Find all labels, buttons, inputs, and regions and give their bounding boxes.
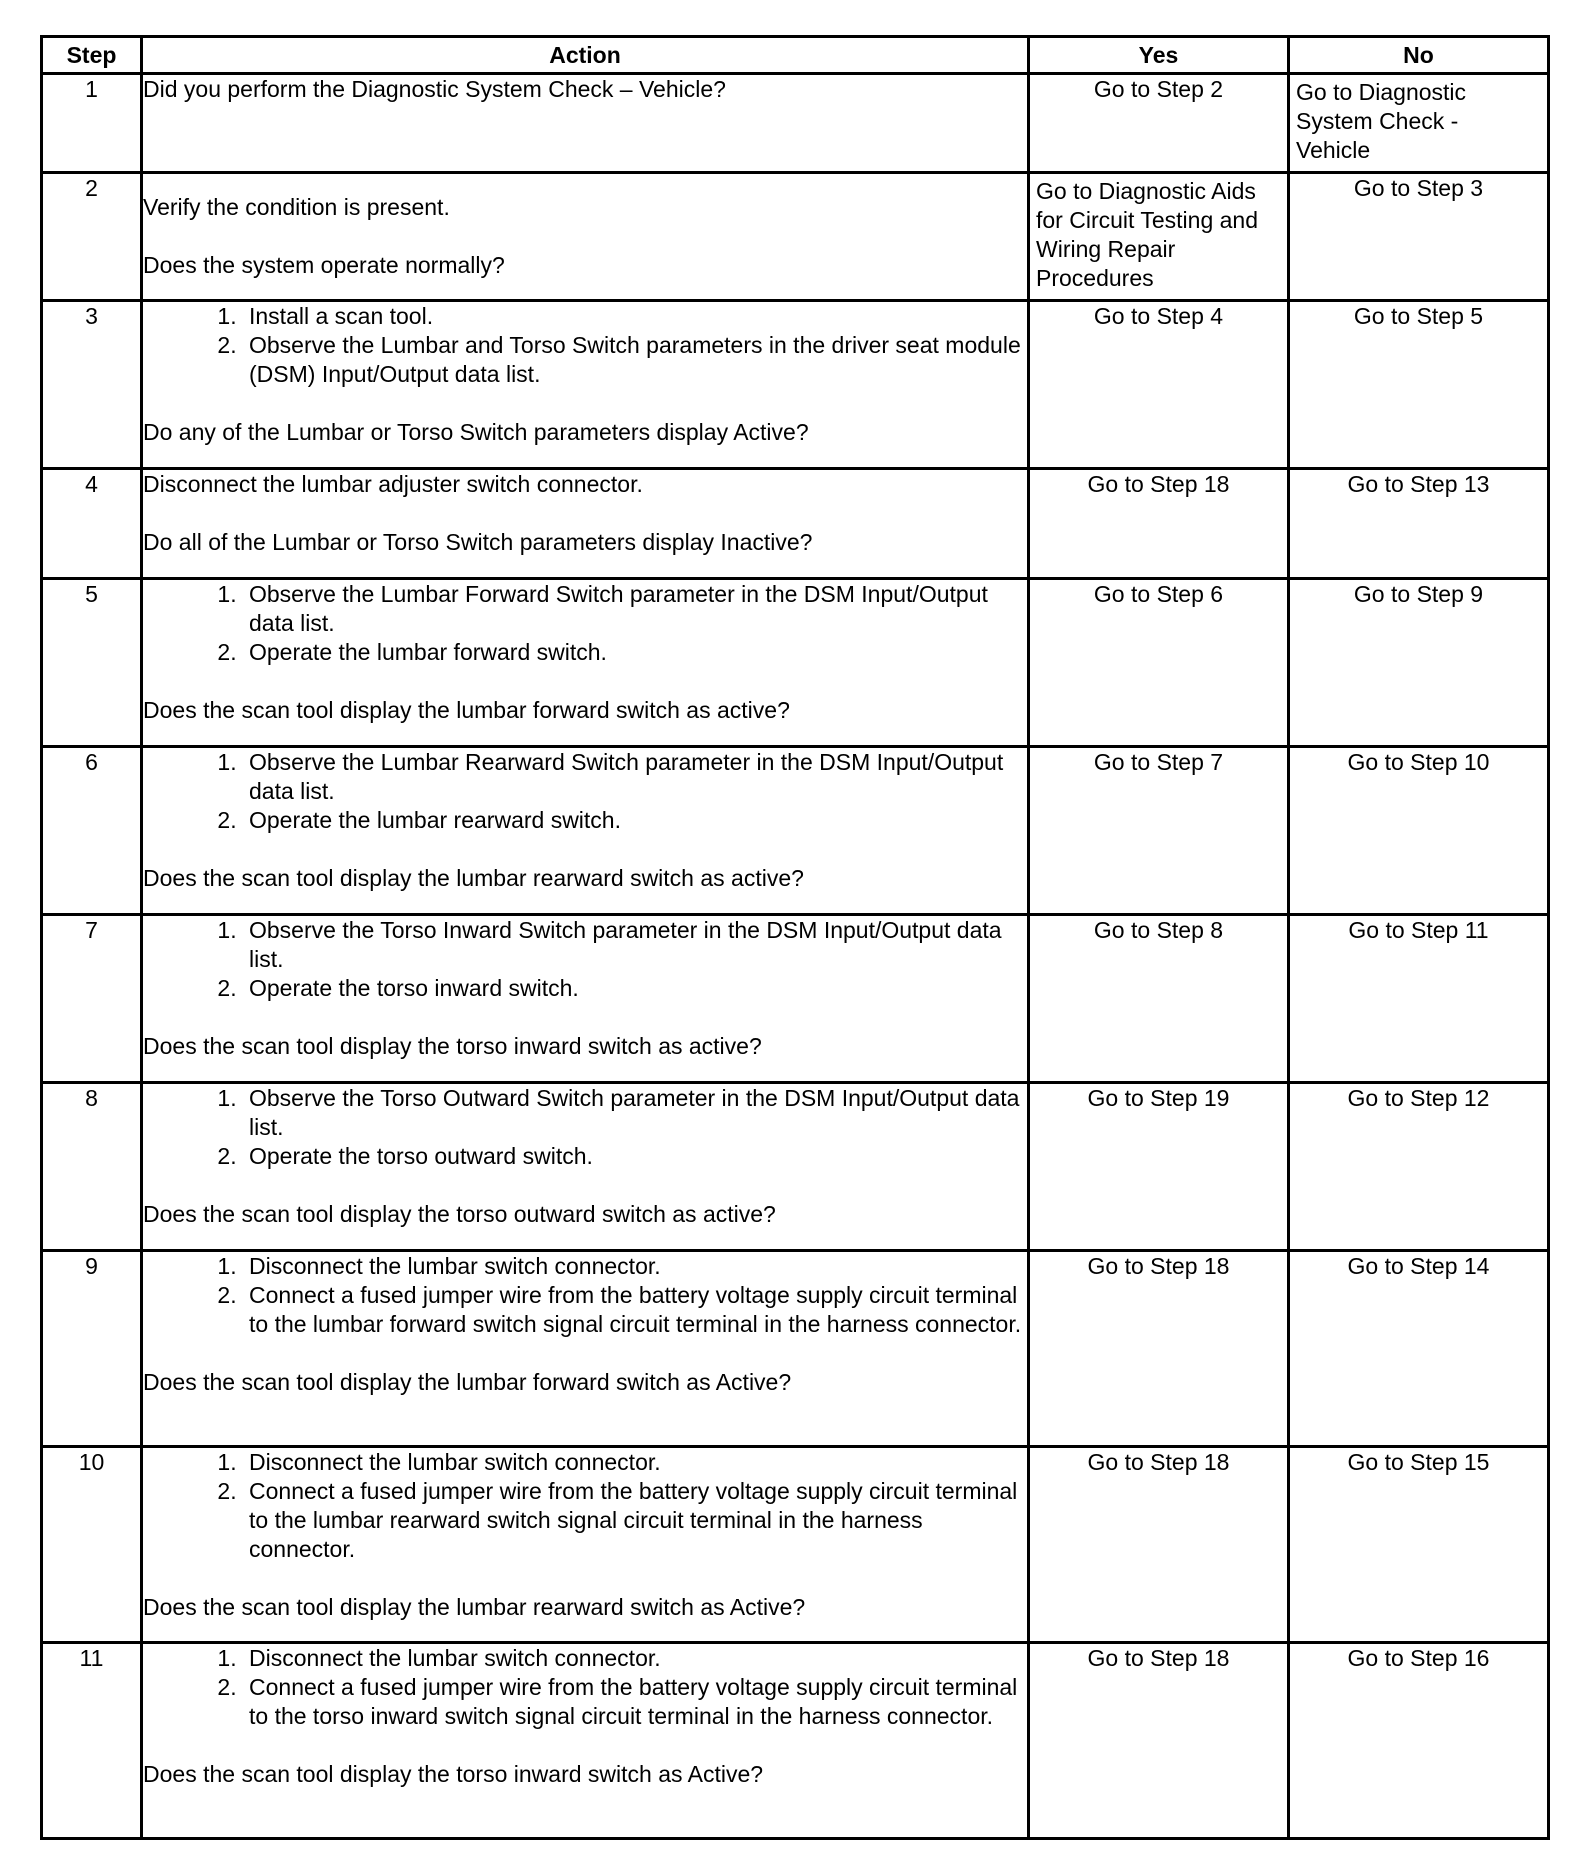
table-row (42, 1447, 1549, 1643)
yes-line: Procedures (1036, 265, 1154, 291)
action-step-item: 2. Operate the torso inward switch. (243, 974, 1027, 1003)
action-question: Does the scan tool display the lumbar rearward switch as active? (143, 865, 804, 891)
yes-cell: Go to Step 4 (1029, 301, 1289, 469)
action-step-item: 1. Observe the Torso Outward Switch parameter in the DSM Input/Output data list. (243, 1084, 1027, 1142)
no-line: Go to Diagnostic (1296, 79, 1467, 105)
step-number: 4 (42, 469, 142, 579)
action-cell (142, 1643, 1029, 1839)
action-cell (142, 747, 1029, 915)
action-question: Does the scan tool display the lumbar forward switch as Active? (143, 1369, 792, 1395)
action-question: Does the scan tool display the torso inward switch as Active? (143, 1761, 764, 1787)
action-cell (142, 1447, 1029, 1643)
yes-cell (1029, 173, 1289, 301)
yes-line: Go to Diagnostic Aids (1036, 178, 1256, 204)
table-row (42, 579, 1549, 747)
action-question: Do all of the Lumbar or Torso Switch parameters display Inactive? (143, 529, 813, 555)
step-number: 5 (42, 579, 142, 747)
action-text: Did you perform the Diagnostic System Check – Vehicle? (143, 76, 726, 102)
action-step-item: 1. Observe the Torso Inward Switch parameter in the DSM Input/Output data list. (243, 916, 1027, 974)
action-question: Does the system operate normally? (143, 252, 505, 278)
action-step-item: 1. Install a scan tool. (243, 302, 1027, 331)
action-cell (142, 579, 1029, 747)
action-step-item: 1. Disconnect the lumbar switch connector. (243, 1644, 1027, 1673)
table-row (42, 747, 1549, 915)
header-row (42, 37, 1549, 74)
action-step-item: 2. Connect a fused jumper wire from the battery voltage supply circuit terminal to the lumbar forward switch signal circuit terminal in the harness connector. (243, 1281, 1027, 1339)
yes-line: Wiring Repair (1036, 236, 1176, 262)
action-cell (142, 74, 1029, 173)
action-cell (142, 1083, 1029, 1251)
action-question: Do any of the Lumbar or Torso Switch parameters display Active? (143, 419, 809, 445)
no-cell: Go to Step 16 (1289, 1643, 1549, 1839)
table-row (42, 74, 1549, 173)
step-number: 7 (42, 915, 142, 1083)
action-cell (142, 301, 1029, 469)
no-cell: Go to Step 13 (1289, 469, 1549, 579)
step-number: 6 (42, 747, 142, 915)
action-text: Disconnect the lumbar adjuster switch connector. (143, 471, 643, 497)
no-cell (1289, 74, 1549, 173)
action-step-item: 2. Connect a fused jumper wire from the battery voltage supply circuit terminal to the torso inward switch signal circuit terminal in the harness connector. (243, 1673, 1027, 1731)
diagnostic-table (40, 35, 1550, 1840)
step-number: 3 (42, 301, 142, 469)
yes-cell: Go to Step 8 (1029, 915, 1289, 1083)
action-question: Does the scan tool display the lumbar forward switch as active? (143, 697, 790, 723)
header-action: Action (142, 37, 1029, 74)
table-row (42, 915, 1549, 1083)
action-cell (142, 1251, 1029, 1447)
action-steps-list (143, 1252, 1027, 1339)
action-steps-list (143, 580, 1027, 667)
no-cell: Go to Step 3 (1289, 173, 1549, 301)
action-step-item: 2. Operate the lumbar forward switch. (243, 638, 1027, 667)
yes-cell: Go to Step 18 (1029, 1447, 1289, 1643)
table-row (42, 301, 1549, 469)
table-row (42, 469, 1549, 579)
action-step-item: 1. Observe the Lumbar Rearward Switch parameter in the DSM Input/Output data list. (243, 748, 1027, 806)
step-number: 8 (42, 1083, 142, 1251)
action-steps-list (143, 1084, 1027, 1171)
action-text: Verify the condition is present. (143, 194, 450, 220)
no-cell: Go to Step 15 (1289, 1447, 1549, 1643)
yes-line: for Circuit Testing and (1036, 207, 1259, 233)
step-number: 1 (42, 74, 142, 173)
action-cell (142, 915, 1029, 1083)
action-step-item: 2. Operate the lumbar rearward switch. (243, 806, 1027, 835)
action-steps-list (143, 748, 1027, 835)
action-step-item: 2. Observe the Lumbar and Torso Switch parameters in the driver seat module (DSM) Input/Output data list. (243, 331, 1027, 389)
action-question: Does the scan tool display the torso outward switch as active? (143, 1201, 776, 1227)
no-line: System Check - (1296, 108, 1459, 134)
yes-cell: Go to Step 2 (1029, 74, 1289, 173)
yes-cell: Go to Step 18 (1029, 469, 1289, 579)
action-cell (142, 173, 1029, 301)
action-step-item: 1. Observe the Lumbar Forward Switch parameter in the DSM Input/Output data list. (243, 580, 1027, 638)
action-steps-list (143, 916, 1027, 1003)
step-number: 11 (42, 1643, 142, 1839)
action-question: Does the scan tool display the torso inward switch as active? (143, 1033, 762, 1059)
no-cell: Go to Step 9 (1289, 579, 1549, 747)
no-cell: Go to Step 11 (1289, 915, 1549, 1083)
no-cell: Go to Step 10 (1289, 747, 1549, 915)
no-cell: Go to Step 14 (1289, 1251, 1549, 1447)
header-step: Step (42, 37, 142, 74)
action-step-item: 2. Operate the torso outward switch. (243, 1142, 1027, 1171)
step-number: 10 (42, 1447, 142, 1643)
table-row (42, 173, 1549, 301)
action-steps-list (143, 1448, 1027, 1564)
no-cell: Go to Step 12 (1289, 1083, 1549, 1251)
action-step-item: 1. Disconnect the lumbar switch connector. (243, 1252, 1027, 1281)
action-question: Does the scan tool display the lumbar rearward switch as Active? (143, 1594, 806, 1620)
yes-cell: Go to Step 6 (1029, 579, 1289, 747)
header-no: No (1289, 37, 1549, 74)
table-row (42, 1643, 1549, 1839)
no-cell: Go to Step 5 (1289, 301, 1549, 469)
action-cell (142, 469, 1029, 579)
header-yes: Yes (1029, 37, 1289, 74)
action-steps-list (143, 1644, 1027, 1731)
step-number: 2 (42, 173, 142, 301)
no-line: Vehicle (1296, 137, 1371, 163)
action-steps-list (143, 302, 1027, 389)
yes-cell: Go to Step 19 (1029, 1083, 1289, 1251)
action-step-item: 2. Connect a fused jumper wire from the battery voltage supply circuit terminal to the lumbar rearward switch signal circuit terminal in the harness connector. (243, 1477, 1027, 1564)
yes-cell: Go to Step 18 (1029, 1643, 1289, 1839)
step-number: 9 (42, 1251, 142, 1447)
yes-cell: Go to Step 18 (1029, 1251, 1289, 1447)
yes-cell: Go to Step 7 (1029, 747, 1289, 915)
action-step-item: 1. Disconnect the lumbar switch connector. (243, 1448, 1027, 1477)
table-row (42, 1251, 1549, 1447)
table-row (42, 1083, 1549, 1251)
